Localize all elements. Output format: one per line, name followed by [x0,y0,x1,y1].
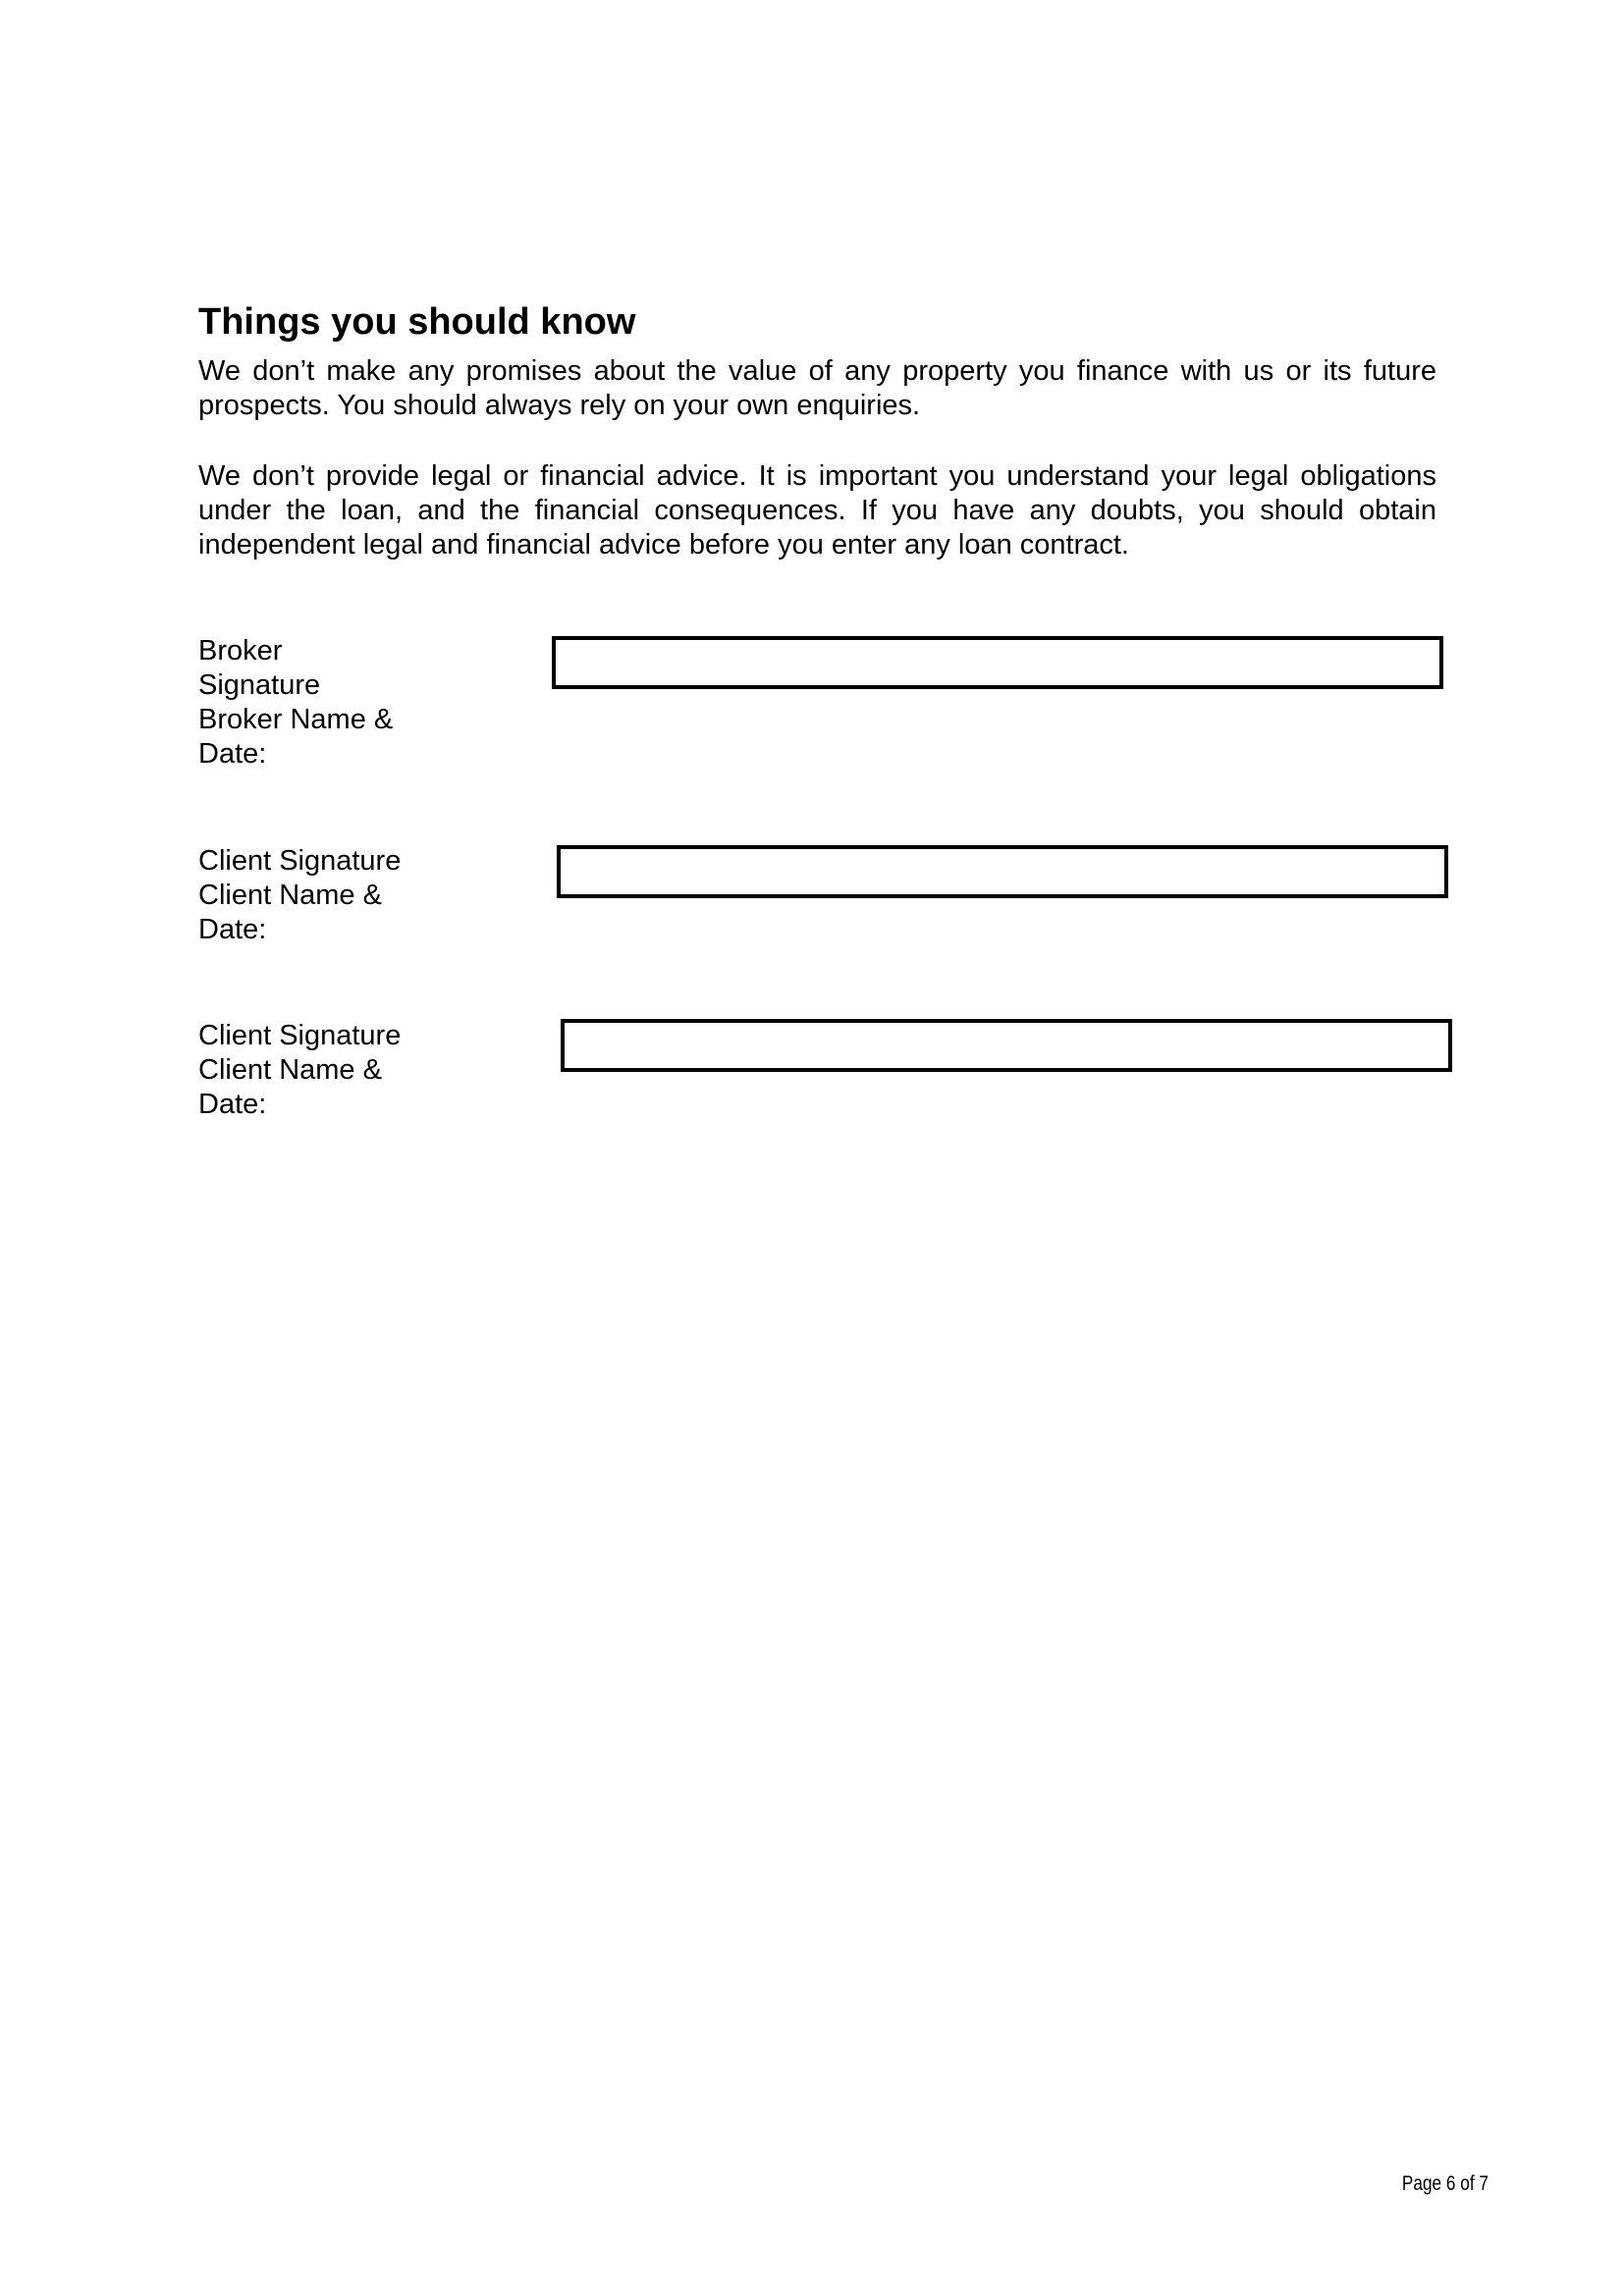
paragraph-property-value: We don’t make any promises about the value of any property you finance with us or its future prospects. You should always rely on your own enquiries. [198,355,1436,421]
page-number: Page 6 of 7 [1401,2172,1489,2195]
paragraph-legal-advice: We don’t provide legal or financial advice. It is important you understand your legal obligations under the loan, and the financial consequences. If you have any doubts, you should obtain independent legal and financial advice before you enter any loan contract. [198,460,1436,561]
client-signature-label-1: Client Signature Client Name & Date: [198,845,402,945]
broker-signature-label: Broker Signature Broker Name & Date: [198,635,394,770]
section-heading: Things you should know [198,301,636,343]
client-signature-field-2[interactable] [561,1019,1452,1072]
client-signature-label-2: Client Signature Client Name & Date: [198,1020,402,1120]
broker-signature-field[interactable] [552,636,1443,689]
client-signature-field-1[interactable] [557,845,1448,898]
